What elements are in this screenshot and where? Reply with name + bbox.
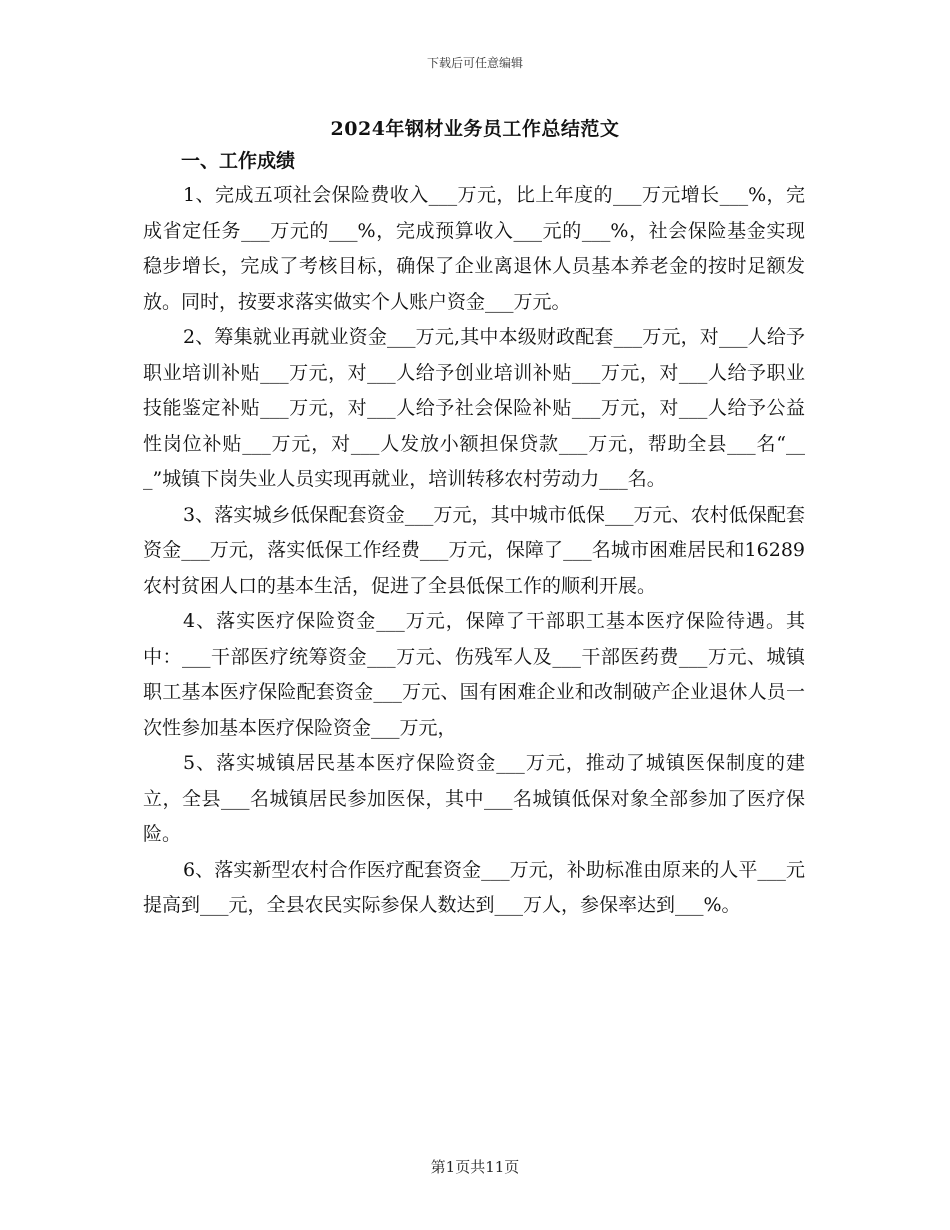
header-note: 下载后可任意编辑 — [426, 56, 523, 70]
paragraph-4: 4、落实医疗保险资金___万元，保障了干部职工基本医疗保险待遇。其中：___干部医疗统筹资金___万元、伤残军人及___干部医药费___万元、城镇职工基本医疗保险配套资金___万元、国有困难企业和改制破产企业退休人员一次性参加基本医疗保险资金___万元， — [143, 610, 805, 739]
paragraph-1: 1、完成五项社会保险费收入___万元，比上年度的___万元增长___%，完成省定任务___万元的___%，完成预算收入___元的___%，社会保险基金实现稳步增长，完成了考核目标，确保了企业离退休人员基本养老金的按时足额发放。同时，按要求落实做实个人账户资金___万元。 — [143, 184, 805, 313]
paragraph-6: 6、落实新型农村合作医疗配套资金___万元，补助标准由原来的人平___元提高到___元，全县农民实际参保人数达到___万人，参保率达到___%。 — [143, 858, 805, 916]
page-number: 第1页共11页 — [430, 1158, 520, 1176]
document-body — [143, 144, 805, 924]
paragraph-5: 5、落实城镇居民基本医疗保险资金___万元，推动了城镇医保制度的建立，全县___名城镇居民参加医保，其中___名城镇低保对象全部参加了医疗保险。 — [143, 752, 805, 845]
section-heading: 一、工作成绩 — [181, 150, 296, 172]
paragraph-3: 3、落实城乡低保配套资金___万元，其中城市低保___万元、农村低保配套资金___万元，落实低保工作经费___万元，保障了___名城市困难居民和16289农村贫困人口的基本生活，促进了全县低保工作的顺利开展。 — [143, 503, 805, 597]
paragraph-2: 2、筹集就业再就业资金___万元,其中本级财政配套___万元，对___人给予职业培训补贴___万元，对___人给予创业培训补贴___万元，对___人给予职业技能鉴定补贴___万元，对___人给予社会保险补贴___万元，对___人给予公益性岗位补贴___万元，对___人发放小额担保贷款___万元，帮助全县___名“___”城镇下岗失业人员实现再就业，培训转移农村劳动力___名。 — [143, 326, 805, 490]
document-title: 2024年钢材业务员工作总结范文 — [330, 118, 620, 140]
